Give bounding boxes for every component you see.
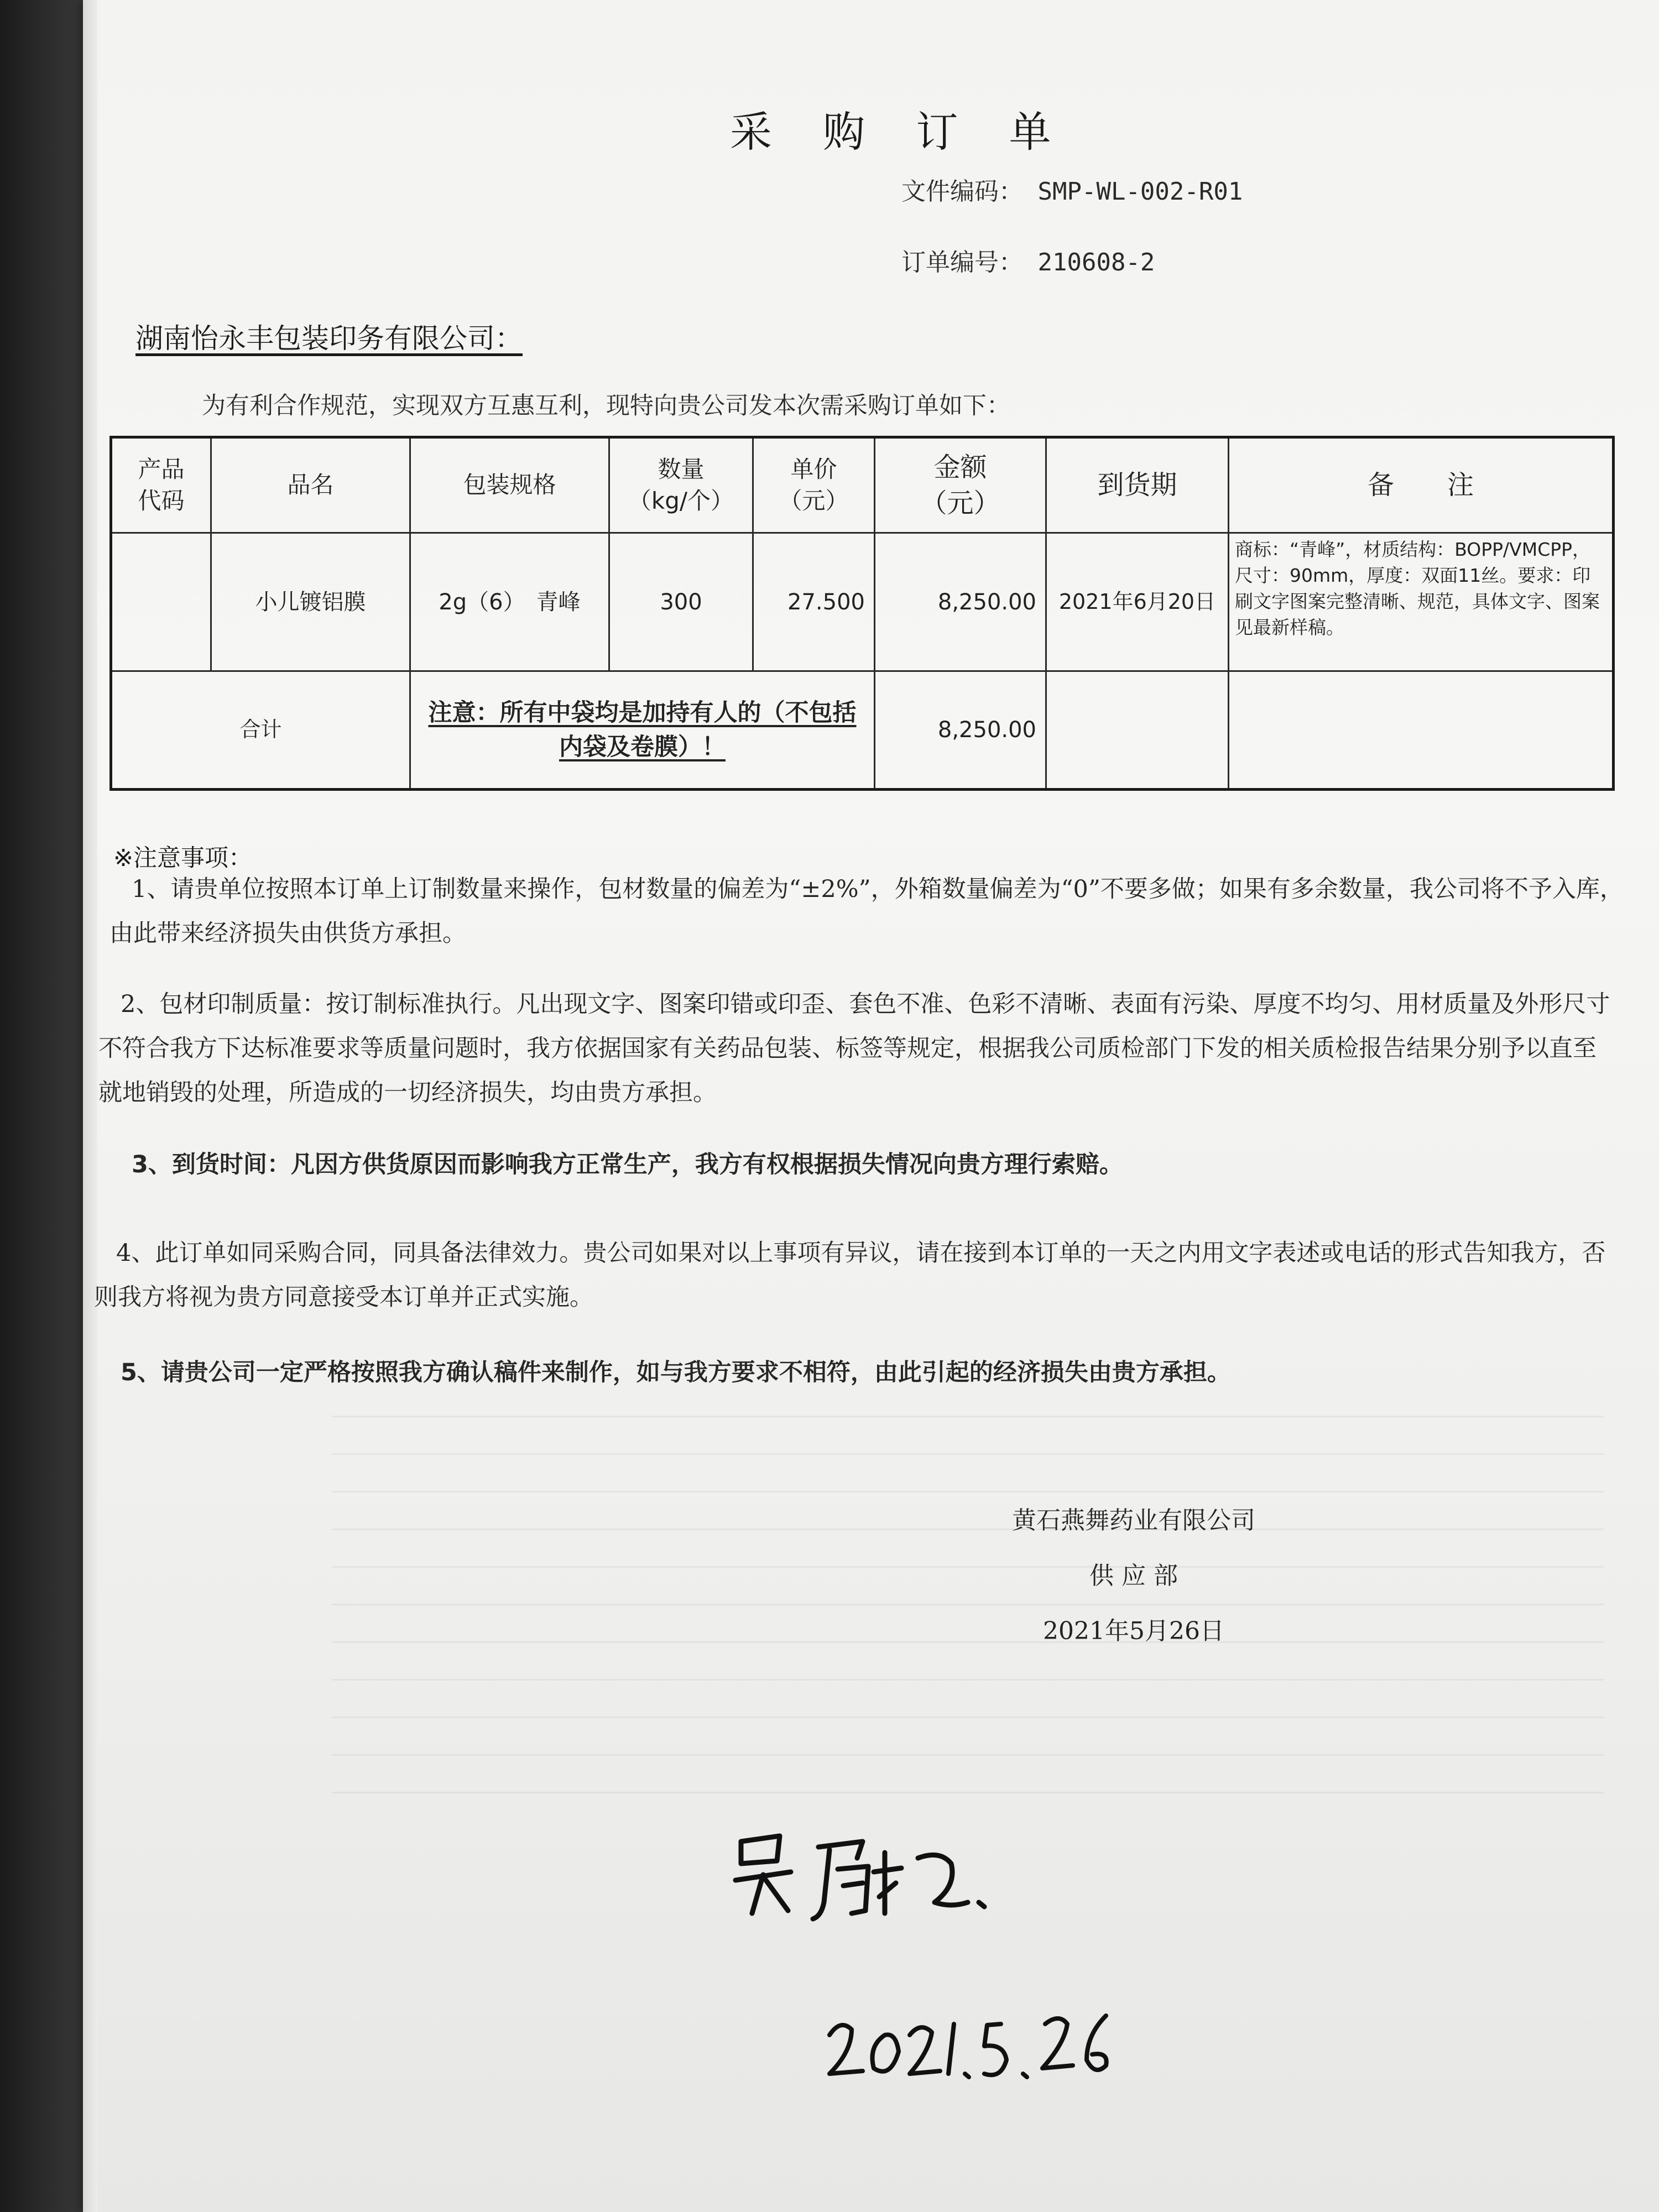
row-arrival-date: 2021年6月20日 [1047, 534, 1229, 672]
order-number-value: 210608-2 [1037, 248, 1155, 276]
header-unit-price: 单价 （元） [754, 439, 875, 534]
note-item-2: 2、包材印制质量：按订制标准执行。凡出现文字、图案印错或印歪、套色不准、色彩不清晰、表面有污染、厚度不均匀、用材质量及外形尺寸不符合我方下达标准要求等质量问题时，我方依据国家有关药品包装、标签等规定，根据我公司质检部门下发的相关质检报告结果分别予以直至就地销毁的处理，所造成的一切经济损失，均由贵方承担。 [98, 990, 1610, 1107]
header-arrival-date: 到货期 [1047, 439, 1229, 534]
row-quantity: 300 [610, 534, 754, 672]
signature-department: 供 应 部 [1089, 1562, 1178, 1590]
signature-company: 黄石燕舞药业有限公司 [1012, 1506, 1255, 1535]
row-product-code [112, 534, 212, 672]
signature-date: 2021年5月26日 [1043, 1617, 1224, 1645]
order-table [109, 436, 1615, 791]
header-name: 品名 [212, 439, 411, 534]
file-code-label: 文件编码： [901, 178, 1023, 206]
background-dark-surface [0, 0, 94, 2212]
note-item-5: 5、请贵公司一定严格按照我方确认稿件来制作，如与我方要求不相符，由此引起的经济损失由贵方承担。 [121, 1359, 1231, 1386]
header-quantity: 数量 （kg/个） [610, 439, 754, 534]
file-code-value: SMP-WL-002-R01 [1037, 178, 1243, 206]
row-name: 小儿镀铝膜 [212, 534, 411, 672]
signature-block [940, 1493, 1327, 1659]
header-amount: 金额 （元） [875, 439, 1047, 534]
order-number-label: 订单编号： [901, 248, 1023, 276]
total-arrival-empty [1047, 672, 1229, 788]
file-code-line [901, 171, 1243, 207]
total-amount: 8,250.00 [875, 672, 1047, 788]
total-note: 注意：所有中袋均是加持有人的（不包括内袋及卷膜）！ [411, 672, 875, 788]
row-unit-price: 27.500 [754, 534, 875, 672]
document-title: 采 购 订 单 [730, 107, 1070, 156]
order-number-line [901, 242, 1155, 278]
notes-heading: ※注意事项： [113, 844, 253, 872]
handwritten-date [818, 1991, 1128, 2101]
intro-text: 为有利合作规范，实现双方互惠互利，现特向贵公司发本次需采购订单如下： [202, 392, 1010, 420]
row-spec: 2g（6） 青峰 [411, 534, 610, 672]
note-item-4: 4、此订单如同采购合同，同具备法律效力。贵公司如果对以上事项有异议，请在接到本订单的一天之内用文字表述或电话的形式告知我方，否则我方将视为贵方同意接受本订单并正式实施。 [94, 1239, 1606, 1311]
header-spec: 包装规格 [411, 439, 610, 534]
addressee: 湖南怡永丰包装印务有限公司： [135, 322, 523, 354]
total-label: 合计 [112, 672, 411, 788]
handwritten-signature [719, 1819, 1029, 1930]
paper-stack-edge [83, 0, 97, 2212]
total-remark-empty [1229, 672, 1612, 788]
header-remark: 备 注 [1229, 439, 1612, 534]
note-item-3: 3、到货时间：凡因方供货原因而影响我方正常生产，我方有权根据损失情况向贵方理行索赔。 [132, 1151, 1123, 1178]
row-amount: 8,250.00 [875, 534, 1047, 672]
header-product-code: 产品 代码 [112, 439, 212, 534]
note-item-1: 1、请贵单位按照本订单上订制数量来操作，包材数量的偏差为“±2%”，外箱数量偏差为“0”不要多做；如果有多余数量，我公司将不予入库，由此带来经济损失由供货方承担。 [109, 875, 1624, 947]
row-remark: 商标：“青峰”，材质结构：BOPP/VMCPP，尺寸：90mm，厚度：双面11丝。要求：印刷文字图案完整清晰、规范，具体文字、图案见最新样稿。 [1229, 534, 1612, 672]
